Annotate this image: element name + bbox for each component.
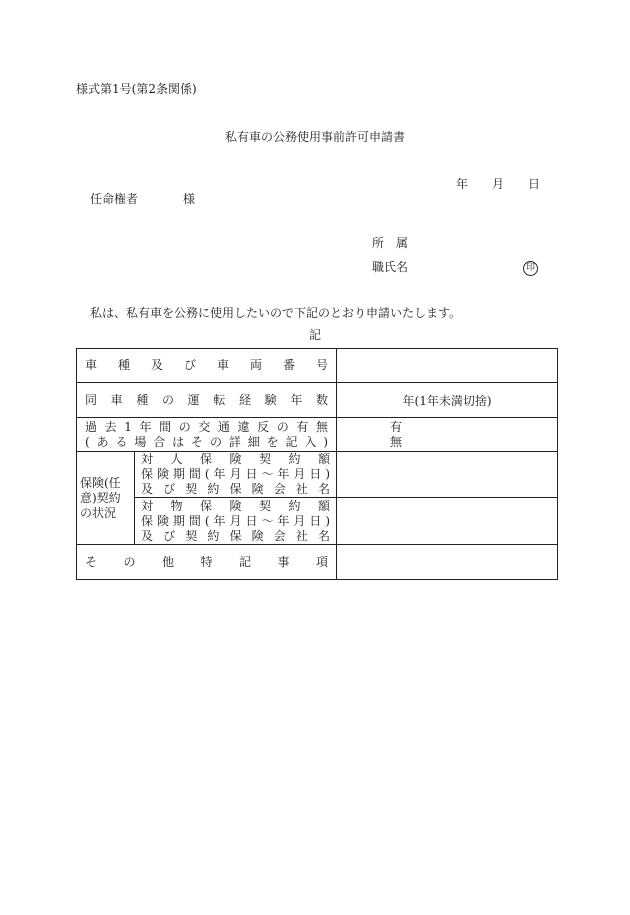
insurance-label-cell: 保険(任意)契約の状況 — [77, 452, 135, 545]
addressee-honorific: 様 — [183, 192, 196, 206]
addressee-role: 任命権者 — [90, 192, 139, 206]
date-month-label: 月 — [492, 177, 505, 191]
application-table — [76, 348, 558, 580]
property-insurance-label-cell: 対物保険契約額 保険期間(年月日～年月日) 及び契約保険会社名 — [135, 498, 337, 545]
personal-insurance-value-cell[interactable] — [337, 452, 558, 498]
violation-value-cell[interactable] — [337, 418, 558, 452]
property-insurance-value-cell[interactable] — [337, 498, 558, 545]
date-year-label: 年 — [456, 177, 469, 191]
table-row — [77, 545, 558, 580]
violation-no[interactable]: 無 — [390, 434, 403, 449]
violation-label-cell: 過去1年間の交通違反の有無 (ある場合はその詳細を記入) — [77, 418, 337, 452]
other-label-cell: その他特記事項 — [77, 545, 337, 580]
form-number: 様式第1号(第2条関係) — [76, 82, 197, 96]
vehicle-label-cell: 車種及び車両番号 — [77, 349, 337, 383]
experience-label-cell: 同車種の運転経験年数 — [77, 383, 337, 418]
statement: 私は、私有車を公務に使用したいので下記のとおり申請いたします。 — [90, 306, 462, 320]
table-row — [77, 418, 558, 452]
personal-insurance-label-cell: 対人保険契約額 保険期間(年月日～年月日) 及び契約保険会社名 — [135, 452, 337, 498]
ki-heading: 記 — [308, 328, 321, 342]
date-day-label: 日 — [528, 177, 541, 191]
violation-yes[interactable]: 有 — [390, 419, 403, 434]
table-row — [77, 498, 558, 545]
vehicle-value-cell[interactable] — [337, 349, 558, 383]
table-row — [77, 452, 558, 498]
experience-value-cell[interactable]: 年(1年未満切捨) — [337, 383, 558, 418]
seal-mark: 印 — [523, 259, 538, 276]
affiliation-label: 所 属 — [372, 236, 409, 250]
table-row — [77, 383, 558, 418]
name-label: 職氏名 — [372, 260, 409, 274]
table-row — [77, 349, 558, 383]
other-value-cell[interactable] — [337, 545, 558, 580]
page-title: 私有車の公務使用事前許可申請書 — [224, 130, 405, 144]
